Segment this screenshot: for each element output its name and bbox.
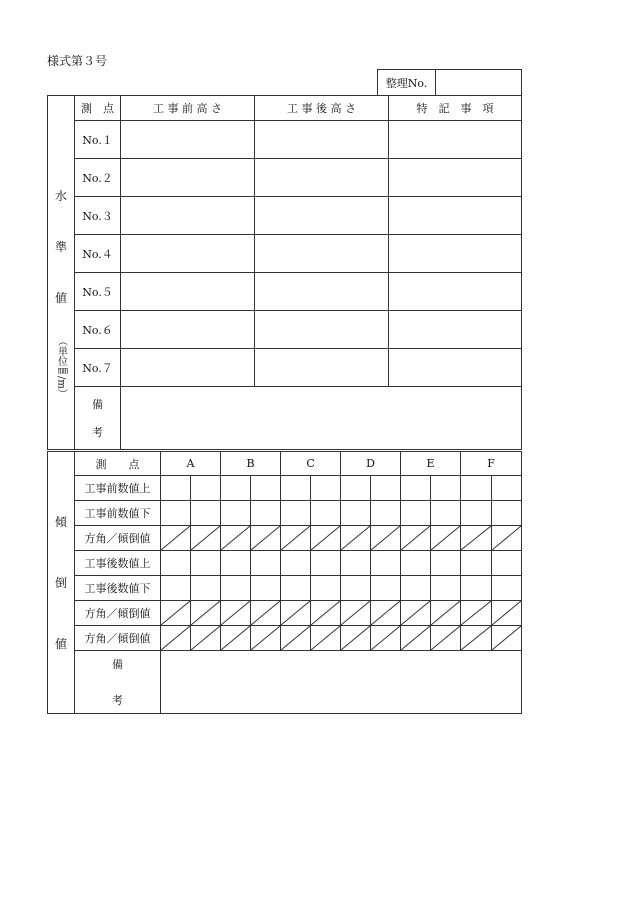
diagonal-slash (492, 626, 521, 650)
suijun-side-char-1: 水 (54, 188, 67, 203)
diagonal-cell[interactable] (191, 626, 221, 651)
suijun-side-char-2: 準 (54, 239, 67, 254)
diagonal-cell[interactable] (161, 626, 191, 651)
diagonal-slash (251, 601, 280, 625)
seiri-number-field[interactable] (436, 70, 522, 96)
diagonal-slash (341, 626, 370, 650)
biko-char-2: 考 (92, 426, 103, 439)
diagonal-slash (461, 526, 491, 550)
diagonal-cell[interactable] (492, 526, 522, 551)
column-header-e: E (401, 452, 461, 476)
cell-note[interactable] (389, 235, 522, 273)
diagonal-cell[interactable] (281, 526, 311, 551)
value-cell[interactable] (401, 476, 431, 501)
diagonal-cell[interactable] (461, 626, 492, 651)
diagonal-cell[interactable] (431, 526, 461, 551)
value-cell[interactable] (492, 501, 522, 526)
diagonal-slash (371, 526, 400, 550)
row-label: 工事後数値下 (75, 576, 161, 601)
row-label: No.６ (75, 311, 121, 349)
diagonal-cell[interactable] (221, 526, 251, 551)
value-cell[interactable] (371, 551, 401, 576)
value-cell[interactable] (161, 551, 191, 576)
diagonal-slash (431, 526, 460, 550)
value-cell[interactable] (341, 476, 371, 501)
value-cell[interactable] (281, 576, 311, 601)
table-row (48, 197, 522, 235)
row-label: 方角／傾倒値 (75, 626, 161, 651)
value-cell[interactable] (191, 501, 221, 526)
value-cell[interactable] (431, 551, 461, 576)
value-cell[interactable] (431, 476, 461, 501)
diagonal-cell[interactable] (311, 526, 341, 551)
cell-note[interactable] (389, 273, 522, 311)
cell-note[interactable] (389, 197, 522, 235)
value-cell[interactable] (251, 501, 281, 526)
value-cell[interactable] (221, 551, 251, 576)
diagonal-slash (371, 626, 400, 650)
diagonal-slash (161, 626, 190, 650)
diagonal-slash (461, 626, 491, 650)
value-cell[interactable] (221, 501, 251, 526)
value-cell[interactable] (161, 501, 191, 526)
column-header-b: B (221, 452, 281, 476)
diagonal-slash (281, 526, 310, 550)
suijun-side-unit: （単位㎜/m） (55, 335, 67, 399)
diagonal-cell[interactable] (311, 626, 341, 651)
diagonal-slash (221, 626, 250, 650)
row-label: 方角／傾倒値 (75, 601, 161, 626)
value-cell[interactable] (401, 551, 431, 576)
suijun-side-label (48, 96, 75, 450)
value-cell[interactable] (251, 476, 281, 501)
diagonal-slash (492, 601, 521, 625)
biko-char-1: 備 (92, 398, 103, 411)
cell-after[interactable] (255, 197, 389, 235)
seiri-number-box (377, 69, 522, 96)
value-cell[interactable] (371, 576, 401, 601)
table-row (48, 526, 522, 551)
suijun-side-char-3: 値 (54, 290, 67, 305)
suijun-table (47, 95, 522, 450)
value-cell[interactable] (341, 576, 371, 601)
value-cell[interactable] (311, 501, 341, 526)
diagonal-slash (161, 526, 190, 550)
table-row (48, 349, 522, 387)
cell-note[interactable] (389, 311, 522, 349)
value-cell[interactable] (461, 576, 492, 601)
table-row (48, 159, 522, 197)
diagonal-cell[interactable] (401, 526, 431, 551)
column-header-a: A (161, 452, 221, 476)
cell-note[interactable] (389, 159, 522, 197)
diagonal-cell[interactable] (371, 526, 401, 551)
diagonal-slash (251, 526, 280, 550)
row-label: 工事後数値上 (75, 551, 161, 576)
cell-note[interactable] (389, 121, 522, 159)
diagonal-cell[interactable] (341, 526, 371, 551)
diagonal-cell[interactable] (341, 626, 371, 651)
diagonal-cell[interactable] (221, 601, 251, 626)
diagonal-cell[interactable] (161, 526, 191, 551)
diagonal-slash (311, 601, 340, 625)
value-cell[interactable] (461, 501, 492, 526)
table-row (48, 121, 522, 159)
diagonal-slash (401, 526, 430, 550)
column-header-f: F (461, 452, 522, 476)
value-cell[interactable] (371, 501, 401, 526)
diagonal-slash (281, 601, 310, 625)
table-row (48, 311, 522, 349)
keitou-biko-label (75, 651, 161, 714)
diagonal-slash (401, 626, 430, 650)
value-cell[interactable] (431, 501, 461, 526)
diagonal-slash (191, 626, 220, 650)
cell-before[interactable] (121, 121, 255, 159)
value-cell[interactable] (251, 576, 281, 601)
value-cell[interactable] (492, 476, 522, 501)
cell-after[interactable] (255, 311, 389, 349)
cell-note[interactable] (389, 349, 522, 387)
cell-after[interactable] (255, 159, 389, 197)
cell-before[interactable] (121, 235, 255, 273)
keitou-table (47, 451, 522, 714)
diagonal-cell[interactable] (492, 626, 522, 651)
diagonal-slash (251, 626, 280, 650)
suijun-biko-label (75, 387, 121, 450)
diagonal-cell[interactable] (281, 626, 311, 651)
diagonal-cell[interactable] (371, 601, 401, 626)
diagonal-cell[interactable] (371, 626, 401, 651)
cell-before[interactable] (121, 349, 255, 387)
row-label: 工事前数値下 (75, 501, 161, 526)
diagonal-cell[interactable] (431, 626, 461, 651)
cell-after[interactable] (255, 273, 389, 311)
row-label: No.１ (75, 121, 121, 159)
diagonal-cell[interactable] (161, 601, 191, 626)
diagonal-cell[interactable] (431, 601, 461, 626)
diagonal-slash (221, 601, 250, 625)
diagonal-cell[interactable] (251, 526, 281, 551)
biko-char-2: 考 (112, 694, 123, 707)
table-row (48, 626, 522, 651)
value-cell[interactable] (341, 551, 371, 576)
cell-after[interactable] (255, 121, 389, 159)
row-label: 工事前数値上 (75, 476, 161, 501)
value-cell[interactable] (281, 501, 311, 526)
diagonal-cell[interactable] (492, 601, 522, 626)
value-cell[interactable] (371, 476, 401, 501)
diagonal-slash (461, 601, 491, 625)
table-row (48, 601, 522, 626)
value-cell[interactable] (191, 576, 221, 601)
value-cell[interactable] (401, 501, 431, 526)
cell-before[interactable] (121, 197, 255, 235)
value-cell[interactable] (401, 576, 431, 601)
value-cell[interactable] (492, 576, 522, 601)
header-sokuten: 測 点 (75, 96, 121, 121)
keitou-side-char-2: 倒 (54, 576, 67, 590)
diagonal-slash (311, 526, 340, 550)
cell-after[interactable] (255, 349, 389, 387)
diagonal-slash (221, 526, 250, 550)
value-cell[interactable] (251, 551, 281, 576)
diagonal-cell[interactable] (461, 601, 492, 626)
column-header-d: D (341, 452, 401, 476)
value-cell[interactable] (311, 551, 341, 576)
keitou-biko-field[interactable] (161, 651, 522, 714)
suijun-biko-field[interactable] (121, 387, 522, 450)
row-label: No.５ (75, 273, 121, 311)
diagonal-cell[interactable] (401, 601, 431, 626)
table-row (48, 576, 522, 601)
diagonal-slash (401, 601, 430, 625)
keitou-side-char-1: 傾 (54, 515, 67, 529)
value-cell[interactable] (191, 476, 221, 501)
diagonal-cell[interactable] (251, 601, 281, 626)
form-title: 様式第３号 (47, 54, 108, 68)
diagonal-slash (492, 526, 521, 550)
value-cell[interactable] (161, 476, 191, 501)
biko-char-1: 備 (112, 658, 123, 671)
keitou-side-char-3: 値 (54, 637, 67, 651)
diagonal-slash (191, 601, 220, 625)
column-header-c: C (281, 452, 341, 476)
value-cell[interactable] (281, 476, 311, 501)
value-cell[interactable] (281, 551, 311, 576)
cell-after[interactable] (255, 235, 389, 273)
value-cell[interactable] (311, 476, 341, 501)
diagonal-slash (281, 626, 310, 650)
row-label: No.４ (75, 235, 121, 273)
value-cell[interactable] (341, 501, 371, 526)
value-cell[interactable] (311, 576, 341, 601)
value-cell[interactable] (191, 551, 221, 576)
value-cell[interactable] (431, 576, 461, 601)
diagonal-cell[interactable] (401, 626, 431, 651)
diagonal-slash (431, 601, 460, 625)
row-label: 方角／傾倒値 (75, 526, 161, 551)
cell-before[interactable] (121, 311, 255, 349)
diagonal-cell[interactable] (191, 526, 221, 551)
diagonal-slash (311, 626, 340, 650)
diagonal-slash (431, 626, 460, 650)
value-cell[interactable] (461, 476, 492, 501)
diagonal-slash (341, 601, 370, 625)
header-sokuten: 測 点 (75, 452, 161, 476)
value-cell[interactable] (492, 551, 522, 576)
keitou-side-label (48, 452, 75, 714)
seiri-label: 整理No. (378, 70, 436, 96)
diagonal-slash (191, 526, 220, 550)
cell-before[interactable] (121, 159, 255, 197)
header-koji-go: 工 事 後 高 さ (255, 96, 389, 121)
table-row (48, 551, 522, 576)
diagonal-cell[interactable] (341, 601, 371, 626)
cell-before[interactable] (121, 273, 255, 311)
diagonal-cell[interactable] (191, 601, 221, 626)
diagonal-cell[interactable] (281, 601, 311, 626)
table-row (48, 273, 522, 311)
value-cell[interactable] (461, 551, 492, 576)
diagonal-cell[interactable] (311, 601, 341, 626)
diagonal-slash (341, 526, 370, 550)
row-label: No.２ (75, 159, 121, 197)
table-row (48, 476, 522, 501)
value-cell[interactable] (221, 476, 251, 501)
header-tokki: 特 記 事 項 (389, 96, 522, 121)
table-row (48, 501, 522, 526)
table-row (48, 235, 522, 273)
value-cell[interactable] (161, 576, 191, 601)
diagonal-cell[interactable] (461, 526, 492, 551)
row-label: No.７ (75, 349, 121, 387)
diagonal-cell[interactable] (221, 626, 251, 651)
diagonal-slash (371, 601, 400, 625)
diagonal-slash (161, 601, 190, 625)
diagonal-cell[interactable] (251, 626, 281, 651)
header-koji-mae: 工 事 前 高 さ (121, 96, 255, 121)
row-label: No.３ (75, 197, 121, 235)
value-cell[interactable] (221, 576, 251, 601)
